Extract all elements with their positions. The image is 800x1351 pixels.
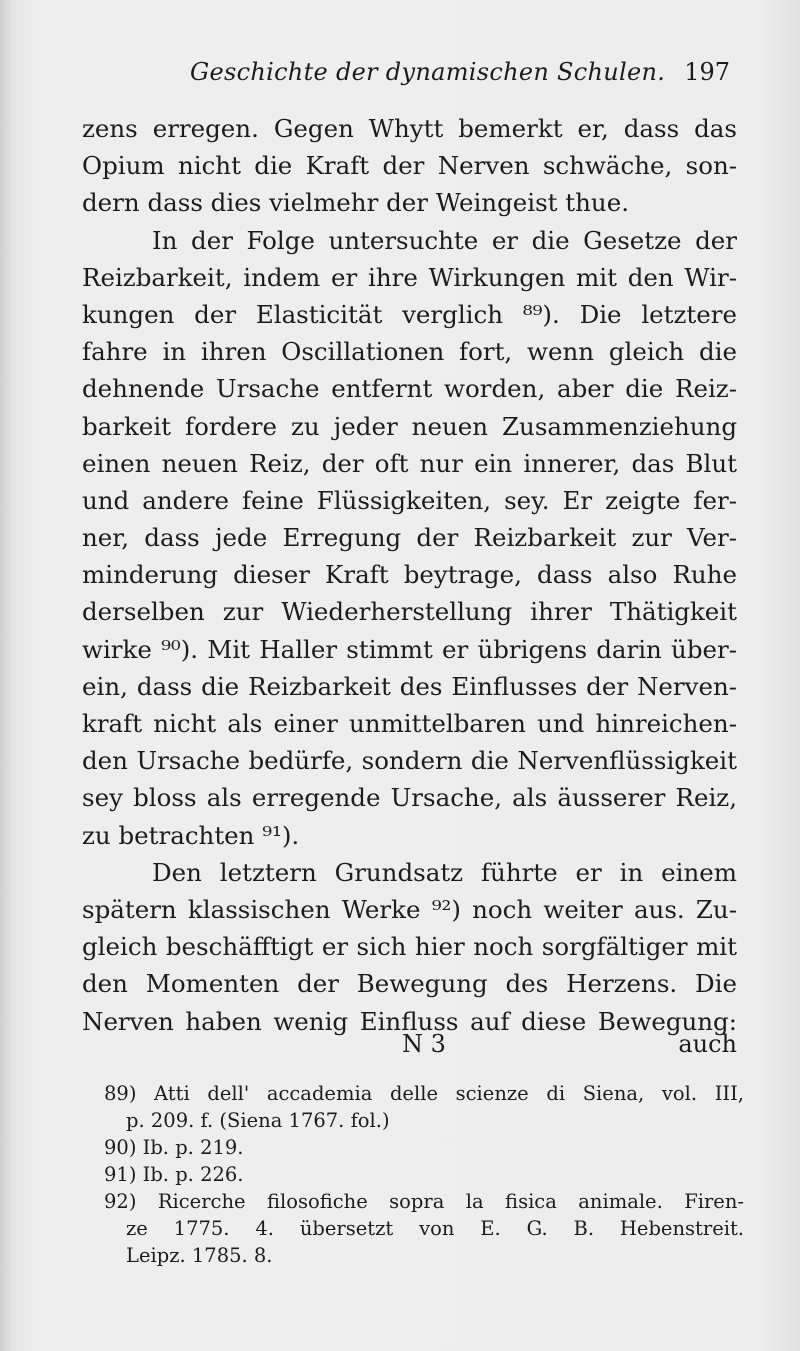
text-line: minderung dieser Kraft beytrage, dass also Ruhe xyxy=(82,560,737,590)
text-line: zens erregen. Gegen Whytt bemerkt er, dass das xyxy=(82,114,737,143)
body-text xyxy=(82,110,737,1040)
page-foot-line xyxy=(82,1030,737,1066)
footnote-line: p. 209. f. (Siena 1767. fol.) xyxy=(126,1109,390,1132)
footnote-line: 89) Atti dell' accademia delle scienze di Siena, vol. III, xyxy=(104,1082,744,1105)
text-line: Nerven haben wenig Einfluss auf diese Bewegung: xyxy=(82,1006,737,1036)
text-line: Reizbarkeit, indem er ihre Wirkungen mit den Wir- xyxy=(82,262,737,292)
text-line: Opium nicht die Kraft der Nerven schwäche, son- xyxy=(82,151,737,181)
footnote-line: 90) Ib. p. 219. xyxy=(104,1136,244,1159)
text-line: zu betrachten ⁹¹). xyxy=(82,820,300,850)
text-line: dern dass dies vielmehr der Weingeist thue. xyxy=(82,188,629,218)
text-line: ner, dass jede Erregung der Reizbarkeit zur Ver- xyxy=(82,523,737,553)
text-line: Den letztern Grundsatz führte er in einem xyxy=(152,857,737,887)
signature-mark: N 3 xyxy=(402,1030,446,1058)
page-header xyxy=(190,58,750,94)
footnote-line: Leipz. 1785. 8. xyxy=(126,1244,273,1267)
page-number: 197 xyxy=(684,58,730,86)
text-line: fahre in ihren Oscillationen fort, wenn gleich die xyxy=(82,337,737,367)
text-line: sey bloss als erregende Ursache, als äusserer Reiz, xyxy=(82,783,737,813)
text-line: ein, dass die Reizbarkeit des Einflusses der Nerven- xyxy=(82,671,737,701)
text-line: gleich beschäfftigt er sich hier noch sorgfältiger mit xyxy=(82,932,737,962)
text-line: kungen der Elasticität verglich ⁸⁹). Die letztere xyxy=(82,299,737,329)
footnote-line: 92) Ricerche filosofiche sopra la fisica animale. Firen- xyxy=(104,1190,744,1213)
text-line: spätern klassischen Werke ⁹²) noch weiter aus. Zu- xyxy=(82,894,737,924)
text-line: den Momenten der Bewegung des Herzens. Die xyxy=(82,969,737,999)
footnotes xyxy=(104,1080,744,1269)
text-line: dehnende Ursache entfernt worden, aber die Reiz- xyxy=(82,374,737,404)
text-line: wirke ⁹⁰). Mit Haller stimmt er übrigens darin über- xyxy=(82,634,737,664)
text-line: In der Folge untersuchte er die Gesetze der xyxy=(152,225,737,255)
text-line: derselben zur Wiederherstellung ihrer Thätigkeit xyxy=(82,597,737,627)
text-line: einen neuen Reiz, der oft nur ein innerer, das Blut xyxy=(82,448,737,478)
catchword: auch xyxy=(678,1030,737,1058)
text-line: den Ursache bedürfe, sondern die Nervenflüssigkeit xyxy=(82,746,737,776)
text-line: und andere feine Flüssigkeiten, sey. Er zeigte fer- xyxy=(82,485,737,515)
text-line: kraft nicht als einer unmittelbaren und hinreichen- xyxy=(82,709,737,738)
footnote-line: 91) Ib. p. 226. xyxy=(104,1163,244,1186)
footnote-line: ze 1775. 4. übersetzt von E. G. B. Hebenstreit. xyxy=(126,1217,744,1240)
running-title: Geschichte der dynamischen Schulen. xyxy=(190,58,666,86)
text-line: barkeit fordere zu jeder neuen Zusammenziehung xyxy=(82,411,737,441)
